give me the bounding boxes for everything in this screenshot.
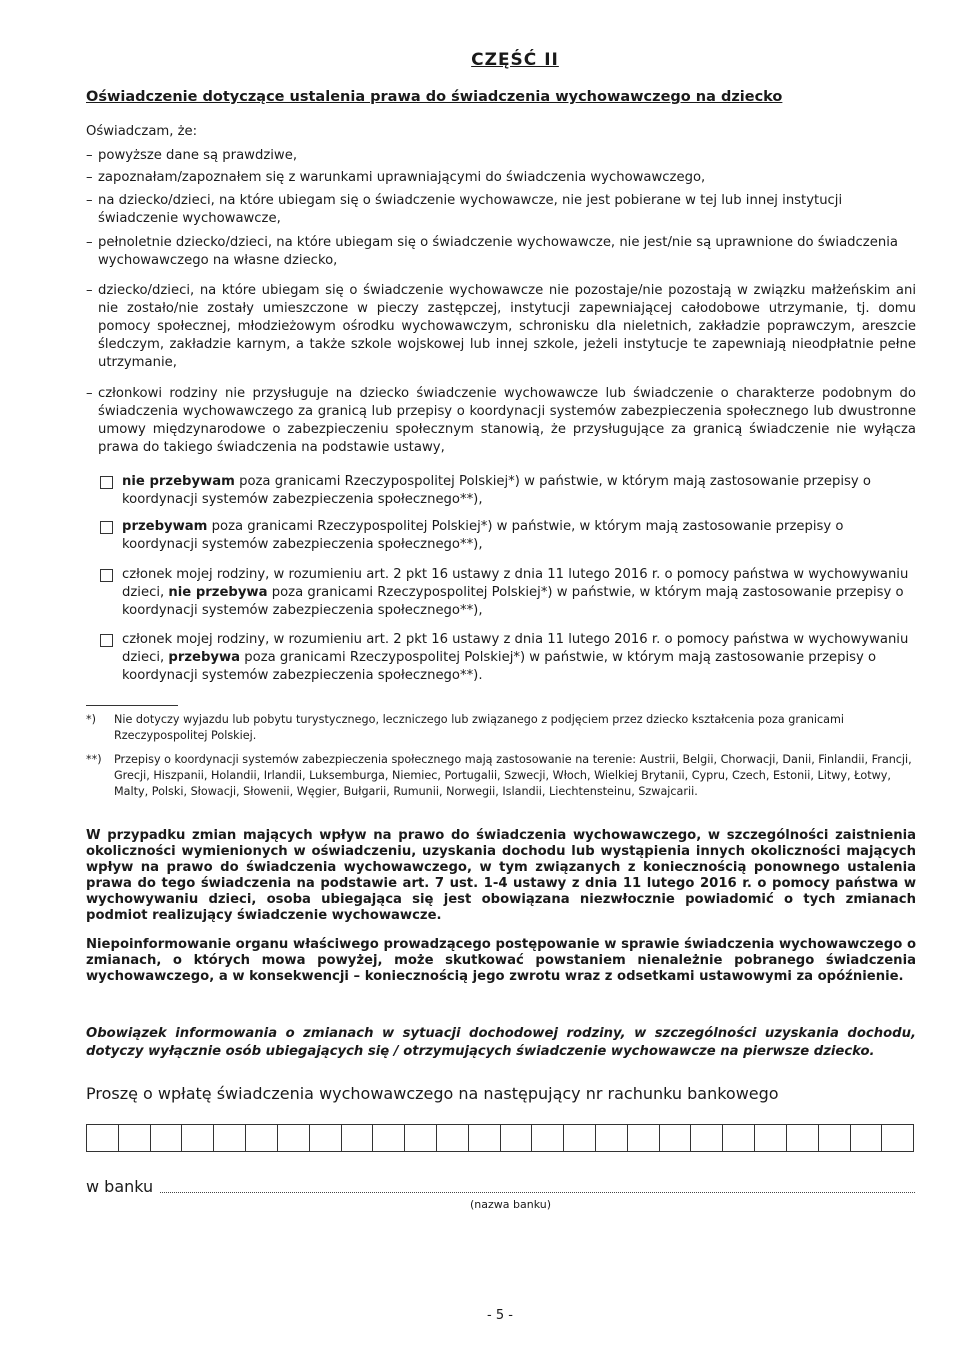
part-title: CZĘŚĆ II bbox=[471, 50, 559, 70]
option-checkbox[interactable] bbox=[100, 569, 113, 582]
digit-cell[interactable] bbox=[405, 1125, 437, 1151]
bank-label: w banku bbox=[86, 1177, 154, 1196]
declaration-item: – powyższe dane są prawdziwe, bbox=[86, 148, 298, 163]
option-checkbox[interactable] bbox=[100, 521, 113, 534]
option-family-abroad: członek mojej rodziny, w rozumieniu art. 2 pkt 16 ustawy z dnia 11 lutego 2016 r. o pomocy państwa w wychowywaniu dzieci, przebywa poza granicami Rzeczypospolitej Polskiej*) w państwie, w którym mają zastosowanie przepisy o koordynacji systemów zabezpieczenia społecznego**). bbox=[100, 631, 910, 685]
digit-cell[interactable] bbox=[882, 1125, 913, 1151]
digit-cell[interactable] bbox=[87, 1125, 119, 1151]
digit-cell[interactable] bbox=[469, 1125, 501, 1151]
digit-cell[interactable] bbox=[501, 1125, 533, 1151]
digit-cell[interactable] bbox=[310, 1125, 342, 1151]
declaration-item: – dziecko/dzieci, na które ubiegam się o świadczenie wychowawcze nie pozostaje/nie pozostają w związku małżeńskim ani nie zostało/nie zostały umieszczone w pieczy zastępczej, instytucji zapewniającej całodobowe utrzymanie, tj. domu pomocy społecznej, młodzieżowym ośrodku wychowawczym, schronisku dla nieletnich, zakładzie poprawczym, areszcie śledczym, zakładzie karnym, a także szkole wojskowej lub innej szkole, jeżeli instytucje te zapewniają nieodpłatnie pełne utrzymanie, bbox=[86, 283, 916, 370]
digit-cell[interactable] bbox=[532, 1125, 564, 1151]
digit-cell[interactable] bbox=[119, 1125, 151, 1151]
notice-failure: Niepoinformowanie organu właściwego prowadzącego postępowanie w sprawie świadczenia wychowawczego o zmianach, o których mowa powyżej, może skutkować powstaniem nienależnie pobranego świadczenia wychowawczego, a w konsekwencji – koniecznością jego zwrotu wraz z odsetkami ustawowymi za opóźnienie. bbox=[86, 937, 916, 984]
page-number: - 5 - bbox=[487, 1308, 513, 1323]
footnote-divider bbox=[86, 705, 178, 706]
digit-cell[interactable] bbox=[596, 1125, 628, 1151]
declaration-item: – pełnoletnie dziecko/dzieci, na które ubiegam się o świadczenie wychowawcze, nie jest/nie są uprawnione do świadczenia wychowawczego na własne dziecko, bbox=[86, 235, 898, 268]
digit-cell[interactable] bbox=[151, 1125, 183, 1151]
digit-cell[interactable] bbox=[628, 1125, 660, 1151]
digit-cell[interactable] bbox=[278, 1125, 310, 1151]
option-not-staying-abroad: nie przebywam poza granicami Rzeczypospolitej Polskiej*) w państwie, w którym mają zastosowanie przepisy o koordynacji systemów zabezpieczenia społecznego**), bbox=[100, 473, 910, 509]
option-checkbox[interactable] bbox=[100, 634, 113, 647]
digit-cell[interactable] bbox=[437, 1125, 469, 1151]
bank-name-field[interactable] bbox=[160, 1192, 915, 1193]
section-heading: Oświadczenie dotyczące ustalenia prawa do świadczenia wychowawczego na dziecko bbox=[86, 89, 783, 105]
bank-account-prompt: Proszę o wpłatę świadczenia wychowawczego na następujący nr rachunku bankowego bbox=[86, 1084, 779, 1103]
digit-cell[interactable] bbox=[851, 1125, 883, 1151]
digit-cell[interactable] bbox=[787, 1125, 819, 1151]
footnote: *) Nie dotyczy wyjazdu lub pobytu turystycznego, leczniczego lub związanego z podjęciem przez dziecko kształcenia poza granicami Rzeczypospolitej Polskiej. bbox=[86, 713, 845, 742]
declaration-item: – zapoznałam/zapoznałem się z warunkami uprawniającymi do świadczenia wychowawczego, bbox=[86, 170, 706, 185]
option-family-not-abroad: członek mojej rodziny, w rozumieniu art. 2 pkt 16 ustawy z dnia 11 lutego 2016 r. o pomocy państwa w wychowywaniu dzieci, nie przebywa poza granicami Rzeczypospolitej Polskiej*) w państwie, w którym mają zastosowanie przepisy o koordynacji systemów zabezpieczenia społecznego**), bbox=[100, 566, 910, 620]
digit-cell[interactable] bbox=[691, 1125, 723, 1151]
digit-cell[interactable] bbox=[342, 1125, 374, 1151]
digit-cell[interactable] bbox=[214, 1125, 246, 1151]
digit-cell[interactable] bbox=[246, 1125, 278, 1151]
footnote: **) Przepisy o koordynacji systemów zabezpieczenia społecznego mają zastosowanie na terenie: Austrii, Belgii, Chorwacji, Danii, Finlandii, Francji, Grecji, Hiszpanii, Holandii, Irlandii, Luksemburga, Niemiec, Portugalii, Szwecji, Włoch, Wielkiej Brytanii, Cypru, Czech, Estonii, Litwy, Łotwy, Malty, Polski, Słowacji, Słowenii, Węgier, Bułgarii, Rumunii, Norwegii, Islandii, Liechtensteinu, Szwajcarii. bbox=[86, 753, 912, 798]
declaration-item: – członkowi rodziny nie przysługuje na dziecko świadczenie wychowawcze lub świadczenie o charakterze podobnym do świadczenia wychowawczego za granicą lub przepisy o koordynacji systemów zabezpieczenia społecznego lub dwustronne umowy międzynarodowe o zabezpieczeniu społecznym stanowią, że przysługujące za granicą świadczenie nie wyłącza prawa do takiego świadczenia na podstawie ustawy, bbox=[86, 386, 916, 455]
bank-name-caption: (nazwa banku) bbox=[470, 1198, 552, 1211]
intro-text: Oświadczam, że: bbox=[86, 124, 198, 139]
declaration-item: – na dziecko/dzieci, na które ubiegam się o świadczenie wychowawcze, nie jest pobierane w tej lub innej instytucji świadczenie wychowawcze, bbox=[86, 193, 843, 226]
digit-cell[interactable] bbox=[660, 1125, 692, 1151]
digit-cell[interactable] bbox=[373, 1125, 405, 1151]
account-number-field[interactable] bbox=[86, 1124, 914, 1152]
option-checkbox[interactable] bbox=[100, 476, 113, 489]
digit-cell[interactable] bbox=[564, 1125, 596, 1151]
notice-income: Obowiązek informowania o zmianach w sytuacji dochodowej rodziny, w szczególności uzyskania dochodu, dotyczy wyłącznie osób ubiegających się / otrzymujących świadczenie wychowawcze na pierwsze dziecko. bbox=[86, 1026, 916, 1059]
digit-cell[interactable] bbox=[723, 1125, 755, 1151]
option-staying-abroad: przebywam poza granicami Rzeczypospolitej Polskiej*) w państwie, w którym mają zastosowanie przepisy o koordynacji systemów zabezpieczenia społecznego**), bbox=[100, 518, 910, 554]
notice-changes: W przypadku zmian mających wpływ na prawo do świadczenia wychowawczego, w szczególności zaistnienia okoliczności wymienionych w oświadczeniu, uzyskania dochodu lub wystąpienia innych okoliczności mających wpływ na prawo do świadczenia wychowawczego, w tym związanych z koniecznością ponownego ustalenia prawa do tego świadczenia na podstawie art. 7 ust. 1-4 ustawy z dnia 11 lutego 2016 r. o pomocy państwa w wychowywaniu dzieci, osoba ubiegająca się jest obowiązana niezwłocznie powiadomić o tych zmianach podmiot realizujący świadczenie wychowawcze. bbox=[86, 828, 916, 923]
digit-cell[interactable] bbox=[755, 1125, 787, 1151]
digit-cell[interactable] bbox=[182, 1125, 214, 1151]
digit-cell[interactable] bbox=[819, 1125, 851, 1151]
